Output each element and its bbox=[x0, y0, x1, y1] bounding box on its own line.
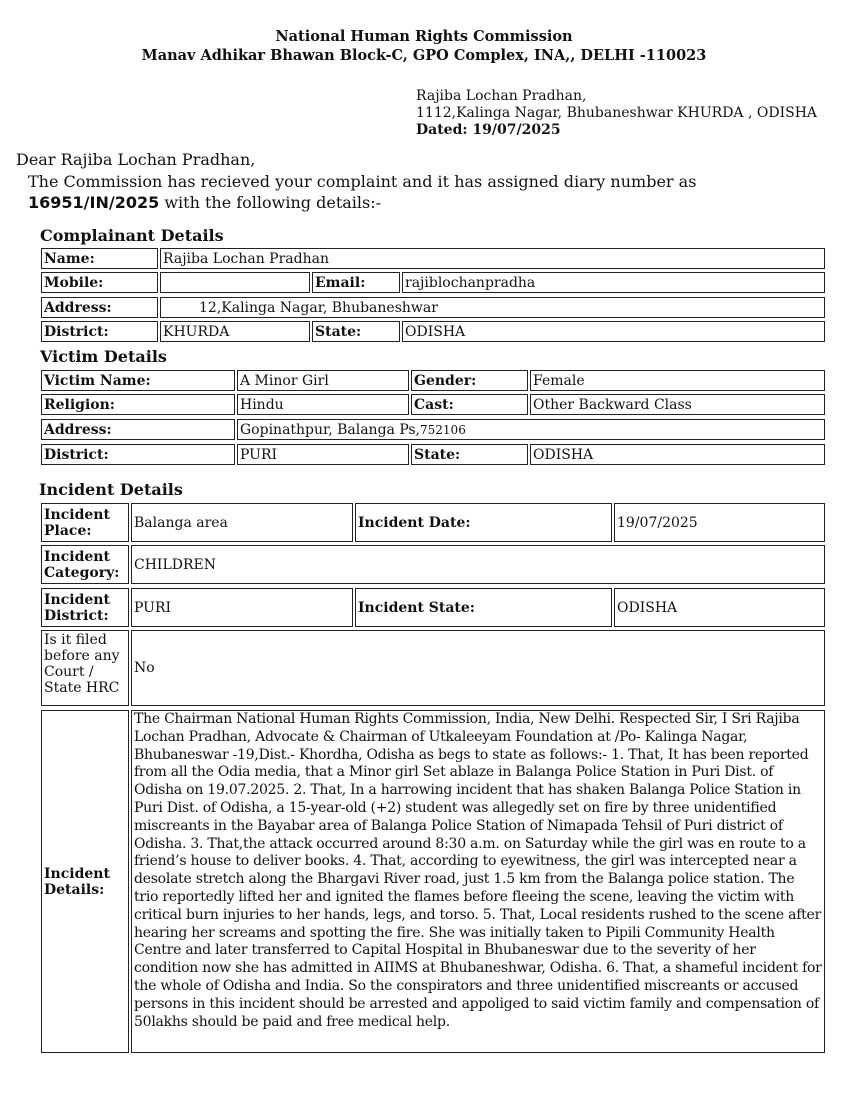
victim-religion: Hindu bbox=[237, 394, 409, 415]
recipient-address: 1112,Kalinga Nagar, Bhubaneshwar KHURDA , ODISHA bbox=[416, 105, 818, 121]
incident-details-text: The Chairman National Human Rights Commission, India, New Delhi. Respected Sir, I Sri Rajiba Lochan Pradhan, Advocate & Chairman of Utkaleeyam Foundation at /Po- Kalinga Nagar, Bhubaneswar -19,Dist.- Khordha, Odisha as begs to state as follows:- 1. That, It has been reported from all the Odia media, that a Minor girl Set ablaze in Balanga Police Station in Puri Dist. of Odisha on 19.07.2025. 2. That, In a harrowing incident that has shaken Balanga Police Station in Puri Dist. of Odisha, a 15-year-old (+2) student was allegedly set on fire by three unidentified miscreants in the Bayabar area of Balanga Police Station of Nimapada Tehsil of Puri district of Odisha. 3. That,the attack occurred around 8:30 a.m. on Saturday while the girl was en route to a friend’s house to deliver books. 4. That, according to eyewitness, the girl was intercepted near a desolate stretch along the Bhargavi River road, just 1.5 km from the Balanga police station. The trio reportedly lifted her and ignited the flames before fleeing the scene, leaving the victim with critical burn injuries to her hands, legs, and torso. 5. That, Local residents rushed to the scene after hearing her screams and spotting the fire. She was initially taken to Pipili Community Health Centre and later transferred to Capital Hospital in Bhubaneswar due to the severity of her condition now she has admitted in AIIMS at Bhubaneshwar, Odisha. 6. That, a shameful incident for the whole of Odisha and India. So the conspirators and three unidentified miscreants or accused persons in this incident should be arrested and appoliged to said victim family and compensation of 50lakhs should be paid and free medical help. bbox=[131, 710, 825, 1053]
intro-line-2 bbox=[28, 193, 381, 212]
victim-state: ODISHA bbox=[530, 444, 825, 465]
victim-address-cell bbox=[237, 419, 825, 440]
victim-religion-label: Religion: bbox=[41, 394, 235, 415]
victim-gender-label: Gender: bbox=[411, 370, 528, 391]
letter-date: Dated: 19/07/2025 bbox=[416, 122, 561, 138]
complainant-name: Rajiba Lochan Pradhan bbox=[160, 248, 825, 269]
intro-line-2-text: with the following details:- bbox=[159, 193, 382, 212]
incident-category-label: Incident Category: bbox=[41, 545, 129, 584]
complainant-district-label: District: bbox=[41, 321, 158, 342]
victim-address: Gopinathpur, Balanga Ps, bbox=[240, 421, 421, 438]
complainant-mobile-label: Mobile: bbox=[41, 272, 158, 293]
incident-date: 19/07/2025 bbox=[614, 503, 825, 542]
complainant-state-label: State: bbox=[312, 321, 400, 342]
incident-state-label: Incident State: bbox=[355, 588, 612, 627]
victim-cast: Other Backward Class bbox=[530, 394, 825, 415]
diary-number: 16951/IN/2025 bbox=[28, 193, 160, 212]
victim-name: A Minor Girl bbox=[237, 370, 409, 391]
victim-section-title: Victim Details bbox=[40, 347, 167, 366]
victim-name-label: Victim Name: bbox=[41, 370, 235, 391]
recipient-name: Rajiba Lochan Pradhan, bbox=[416, 88, 587, 104]
incident-state: ODISHA bbox=[614, 588, 825, 627]
complainant-address-label: Address: bbox=[41, 297, 158, 318]
salutation: Dear Rajiba Lochan Pradhan, bbox=[16, 150, 256, 169]
court-filed-label: Is it filed before any Court / State HRC bbox=[41, 630, 129, 706]
victim-district-label: District: bbox=[41, 444, 235, 465]
complainant-state: ODISHA bbox=[402, 321, 825, 342]
victim-address-label: Address: bbox=[41, 419, 235, 440]
incident-place: Balanga area bbox=[131, 503, 353, 542]
victim-cast-label: Cast: bbox=[411, 394, 528, 415]
incident-category: CHILDREN bbox=[131, 545, 825, 584]
complainant-email: rajiblochanpradha bbox=[402, 272, 825, 293]
victim-state-label: State: bbox=[411, 444, 528, 465]
victim-gender: Female bbox=[530, 370, 825, 391]
complainant-mobile bbox=[160, 272, 310, 293]
redaction-mark bbox=[548, 275, 748, 291]
complainant-name-label: Name: bbox=[41, 248, 158, 269]
court-filed-value: No bbox=[131, 630, 825, 706]
incident-date-label: Incident Date: bbox=[355, 503, 612, 542]
victim-district: PURI bbox=[237, 444, 409, 465]
complainant-email-label: Email: bbox=[312, 272, 400, 293]
incident-place-label: Incident Place: bbox=[41, 503, 129, 542]
incident-section-title: Incident Details bbox=[39, 480, 183, 499]
incident-district-label: Incident District: bbox=[41, 588, 129, 627]
intro-line: The Commission has recieved your complaint and it has assigned diary number as bbox=[28, 172, 697, 191]
victim-pin: 752106 bbox=[420, 422, 466, 437]
complainant-district: KHURDA bbox=[160, 321, 310, 342]
complainant-address: 12,Kalinga Nagar, Bhubaneshwar bbox=[160, 297, 825, 318]
org-address: Manav Adhikar Bhawan Block-C, GPO Complex, INA,, DELHI -110023 bbox=[141, 47, 707, 64]
complainant-section-title: Complainant Details bbox=[40, 226, 224, 245]
incident-details-label: Incident Details: bbox=[41, 710, 129, 1053]
org-title: National Human Rights Commission bbox=[275, 28, 573, 45]
incident-district: PURI bbox=[131, 588, 353, 627]
